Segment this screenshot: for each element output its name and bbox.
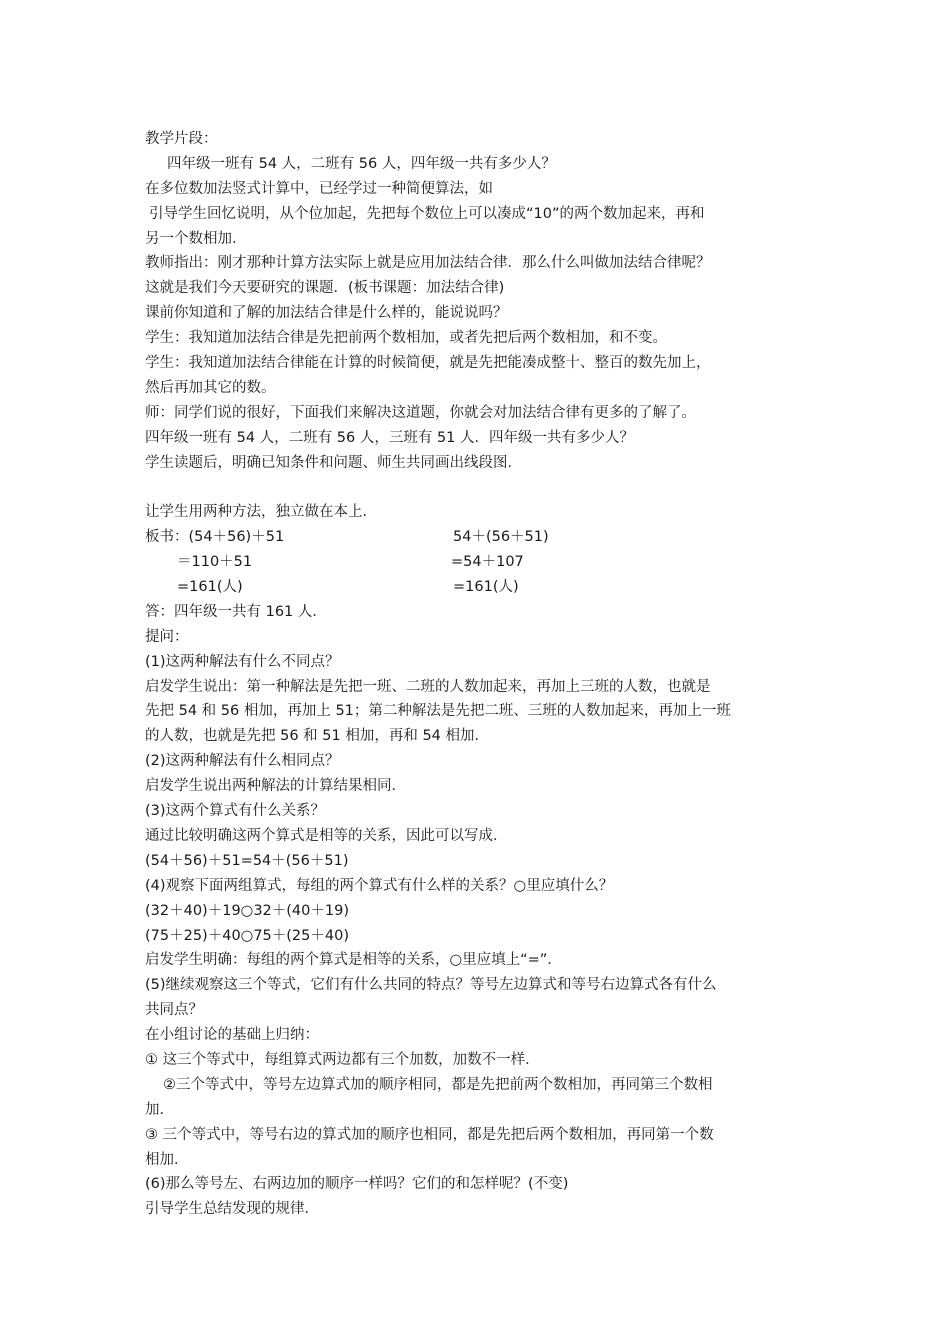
equation-line: (54＋56)＋51=54＋(56＋51) [145, 852, 349, 869]
paragraph-line: 让学生用两种方法，独立做在本上． [145, 504, 377, 521]
board-work-right: 54＋(56＋51) [453, 529, 549, 546]
section-heading: 教学片段： [145, 131, 218, 147]
paragraph-line: 然后再加其它的数。 [145, 379, 276, 396]
paragraph-line: 启发学生说出：第一种解法是先把一班、二班的人数加起来，再加上三班的人数，也就是 [145, 678, 711, 695]
paragraph-line: 相加． [145, 1151, 189, 1168]
paragraph-line: 学生读题后，明确已知条件和问题、师生共同画出线段图． [145, 454, 522, 471]
paragraph-line: 课前你知道和了解的加法结合律是什么样的，能说说吗？ [145, 305, 508, 322]
summary-point-3: ③ 三个等式中，等号右边的算式加的顺序也相同，都是先把后两个数相加，再同第一个数 [145, 1126, 714, 1143]
board-work-row-3 [145, 575, 815, 600]
paragraph-line: 共同点？ [145, 1002, 203, 1019]
summary-point-1: ① 这三个等式中，每组算式两边都有三个加数，加数不一样． [145, 1051, 540, 1068]
board-work-right: =54＋107 [451, 554, 524, 571]
question-2: (2)这两种解法有什么相同点？ [145, 753, 340, 770]
paragraph-line: 学生：我知道加法结合律能在计算的时候简便，就是先把能凑成整十、整百的数先加上， [145, 355, 711, 372]
paragraph-line: 引导学生总结发现的规律． [145, 1201, 319, 1218]
equation-line: (75＋25)＋40○75＋(25＋40) [145, 927, 349, 944]
paragraph-line: 学生：我知道加法结合律是先把前两个数相加，或者先把后两个数相加，和不变。 [145, 330, 667, 347]
document-page [145, 127, 815, 1222]
board-work-row-1 [145, 525, 815, 550]
question-3: (3)这两个算式有什么关系？ [145, 803, 326, 820]
equation-line: (32＋40)＋19○32＋(40＋19) [145, 902, 349, 919]
paragraph-line: 启发学生明确：每组的两个算式是相等的关系，○里应填上“=”． [145, 952, 562, 969]
blank-line [145, 475, 815, 500]
board-work-right: =161(人) [453, 579, 519, 596]
board-work-row-2 [145, 550, 815, 575]
paragraph-line: 在多位数加法竖式计算中，已经学过一种简便算法，如 [145, 180, 493, 197]
summary-point-2: ②三个等式中，等号左边算式加的顺序相同，都是先把前两个数相加，再同第三个数相 [163, 1076, 713, 1093]
question-5: (5)继续观察这三个等式，它们有什么共同的特点？等号左边算式和等号右边算式各有什么 [145, 977, 717, 994]
question-4: (4)观察下面两组算式，每组的两个算式有什么样的关系？○里应填什么？ [145, 877, 614, 894]
question-1: (1)这两种解法有什么不同点？ [145, 653, 340, 670]
problem-statement-2: 四年级一班有 54 人，二班有 56 人，三班有 51 人．四年级一共有多少人？ [145, 429, 635, 446]
subheading: 提问： [145, 628, 189, 645]
paragraph-line: 在小组讨论的基础上归纳： [145, 1027, 319, 1044]
paragraph-line: 启发学生说出两种解法的计算结果相同． [145, 778, 406, 795]
paragraph-line: 师：同学们说的很好，下面我们来解决这道题，你就会对加法结合律有更多的了解了。 [145, 404, 696, 421]
paragraph-line: 的人数，也就是先把 56 和 51 相加，再和 54 相加． [145, 728, 490, 745]
paragraph-line: 通过比较明确这两个算式是相等的关系，因此可以写成． [145, 827, 508, 844]
problem-statement-1: 四年级一班有 54 人，二班有 56 人，四年级一共有多少人？ [167, 155, 556, 172]
paragraph-line: 教师指出：刚才那种计算方法实际上就是应用加法结合律．那么什么叫做加法结合律呢？ [145, 255, 711, 272]
answer-line: 答：四年级一共有 161 人． [145, 603, 327, 620]
paragraph-line: 先把 54 和 56 相加，再加上 51；第二种解法是先把二班、三班的人数加起来，再加上一班 [145, 703, 731, 720]
board-work-left: ＝110＋51 [177, 554, 253, 571]
paragraph-line: 这就是我们今天要研究的课题．(板书课题：加法结合律) [145, 280, 505, 297]
board-work-left: =161(人) [177, 579, 243, 596]
paragraph-line: 加． [145, 1101, 174, 1118]
paragraph-line: 引导学生回忆说明，从个位加起，先把每个数位上可以凑成“10”的两个数加起来，再和 [149, 205, 705, 222]
question-6: (6)那么等号左、右两边加的顺序一样吗？它们的和怎样呢？(不变) [145, 1176, 569, 1193]
paragraph-line: 另一个数相加． [145, 230, 247, 247]
board-work-left: 板书：(54＋56)＋51 [145, 529, 285, 546]
